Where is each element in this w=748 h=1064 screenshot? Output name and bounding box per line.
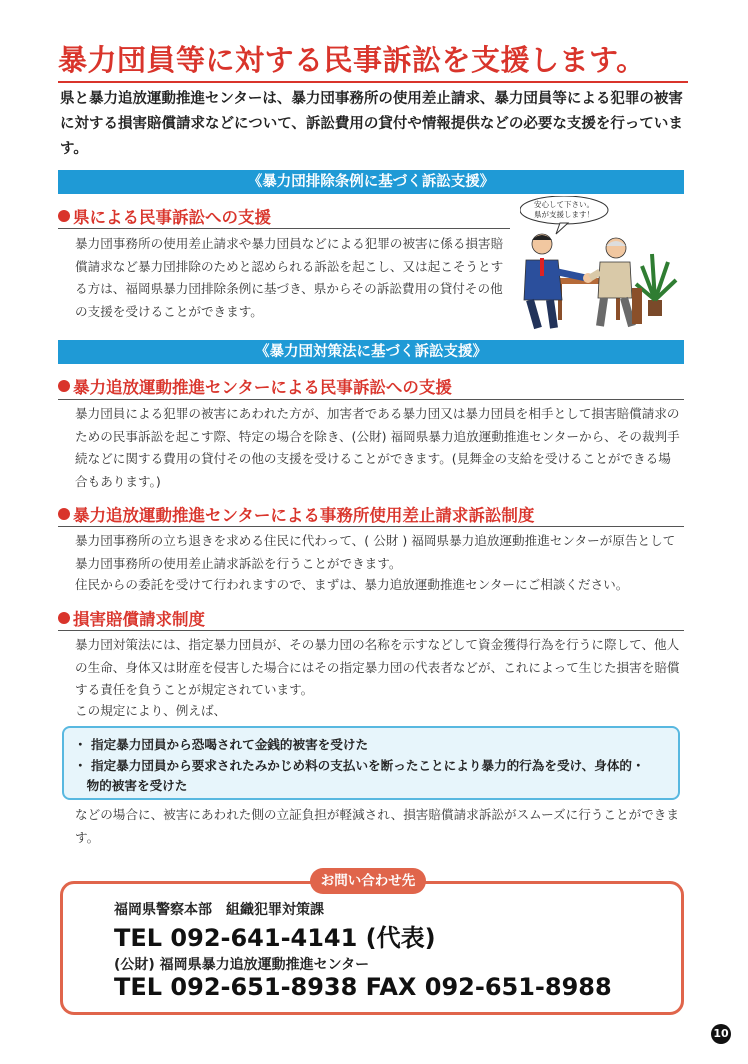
section2-heading — [58, 374, 452, 398]
section2-body: 暴力団員による犯罪の被害にあわれた方が、加害者である暴力団又は暴力団員を相手として損害賠償請求のための民事訴訟を起こす際、特定の場合を除き、(公財) 福岡県暴力追放運動推進センターから、その裁判手続などに関する費用の貸付その他の支援を受けることができます。(見舞金の支給を受けることができる場合もあります。) — [75, 406, 680, 489]
callout-item: ・ 指定暴力団員から要求されたみかじめ料の支払いを断ったことにより暴力的行為を受け、身体的・ — [74, 758, 645, 773]
section1-underline — [58, 228, 510, 229]
bullet-icon — [58, 612, 70, 624]
banner-ordinance: 《暴力団排除条例に基づく訴訟支援》 — [58, 170, 684, 194]
example-callout — [62, 726, 680, 800]
illustration-support — [520, 196, 680, 332]
section1-heading-text: 県による民事訴訟への支援 — [73, 208, 271, 227]
bullet-icon — [58, 380, 70, 392]
section4-heading-text: 損害賠償請求制度 — [73, 610, 205, 629]
contact-tel-police: TEL 092-641-4141 (代表) — [114, 924, 436, 952]
section3-heading-text: 暴力追放運動推進センターによる事務所使用差止請求訴訟制度 — [73, 506, 535, 525]
contact-label: お問い合わせ先 — [310, 868, 426, 894]
contact-org-center: (公財) 福岡県暴力追放運動推進センター — [114, 957, 370, 973]
section2-underline — [58, 399, 684, 400]
section2-heading-text: 暴力追放運動推進センターによる民事訴訟への支援 — [73, 378, 452, 397]
contact-org-police: 福岡県警察本部 組織犯罪対策課 — [114, 902, 324, 918]
section4-heading — [58, 606, 205, 630]
section3-heading — [58, 502, 534, 526]
section3-body-2: 住民からの委託を受けて行われますので、まずは、暴力追放運動推進センターにご相談ください。 — [75, 577, 629, 592]
callout-item: 物的被害を受けた — [74, 778, 188, 793]
section4-underline — [58, 630, 684, 631]
section4-body-2: この規定により、例えば、 — [75, 703, 227, 718]
section1-body: 暴力団事務所の使用差止請求や暴力団員などによる犯罪の被害に係る損害賠償請求など暴力団排除のためと認められる訴訟を起こし、又は起こそうとする方は、福岡県暴力団排除条例に基づき、県からその訴訟費用の貸付その他の支援を受けることができます。 — [75, 236, 504, 319]
section3-body: 暴力団事務所の立ち退きを求める住民に代わって、( 公財 ) 福岡県暴力追放運動推進センターが原告として暴力団事務所の使用差止請求訴訟を行うことができます。 — [75, 533, 676, 571]
banner-act: 《暴力団対策法に基づく訴訟支援》 — [58, 340, 684, 364]
section4-after: などの場合に、被害にあわれた側の立証負担が軽減され、損害賠償請求訴訟がスムーズに行うことができます。 — [75, 807, 679, 845]
contact-tel-center: TEL 092-651-8938 FAX 092-651-8988 — [114, 973, 612, 1001]
speech-bubble-text: 安心して下さい。 — [534, 200, 594, 209]
page-number: 10 — [711, 1024, 731, 1044]
section1-heading — [58, 204, 271, 228]
bullet-icon — [58, 508, 70, 520]
callout-item: ・ 指定暴力団員から恐喝されて金銭的被害を受けた — [74, 737, 369, 752]
title-divider — [58, 81, 688, 83]
section4-body: 暴力団対策法には、指定暴力団員が、その暴力団の名称を示すなどして資金獲得行為を行うに際して、他人の生命、身体又は財産を侵害した場合にはその指定暴力団の代表者などが、これによって生じた損害を賠償する責任を負うことが規定されています。 — [75, 637, 680, 697]
page-title: 暴力団員等に対する民事訴訟を支援します。 — [58, 43, 646, 77]
intro-paragraph: 県と暴力追放運動推進センターは、暴力団事務所の使用差止請求、暴力団員等による犯罪の被害に対する損害賠償請求などについて、訴訟費用の貸付や情報提供などの必要な支援を行っています。 — [60, 91, 683, 157]
section3-underline — [58, 526, 684, 527]
bullet-icon — [58, 210, 70, 222]
svg-text:県が支援します！: 県が支援します！ — [534, 210, 594, 219]
